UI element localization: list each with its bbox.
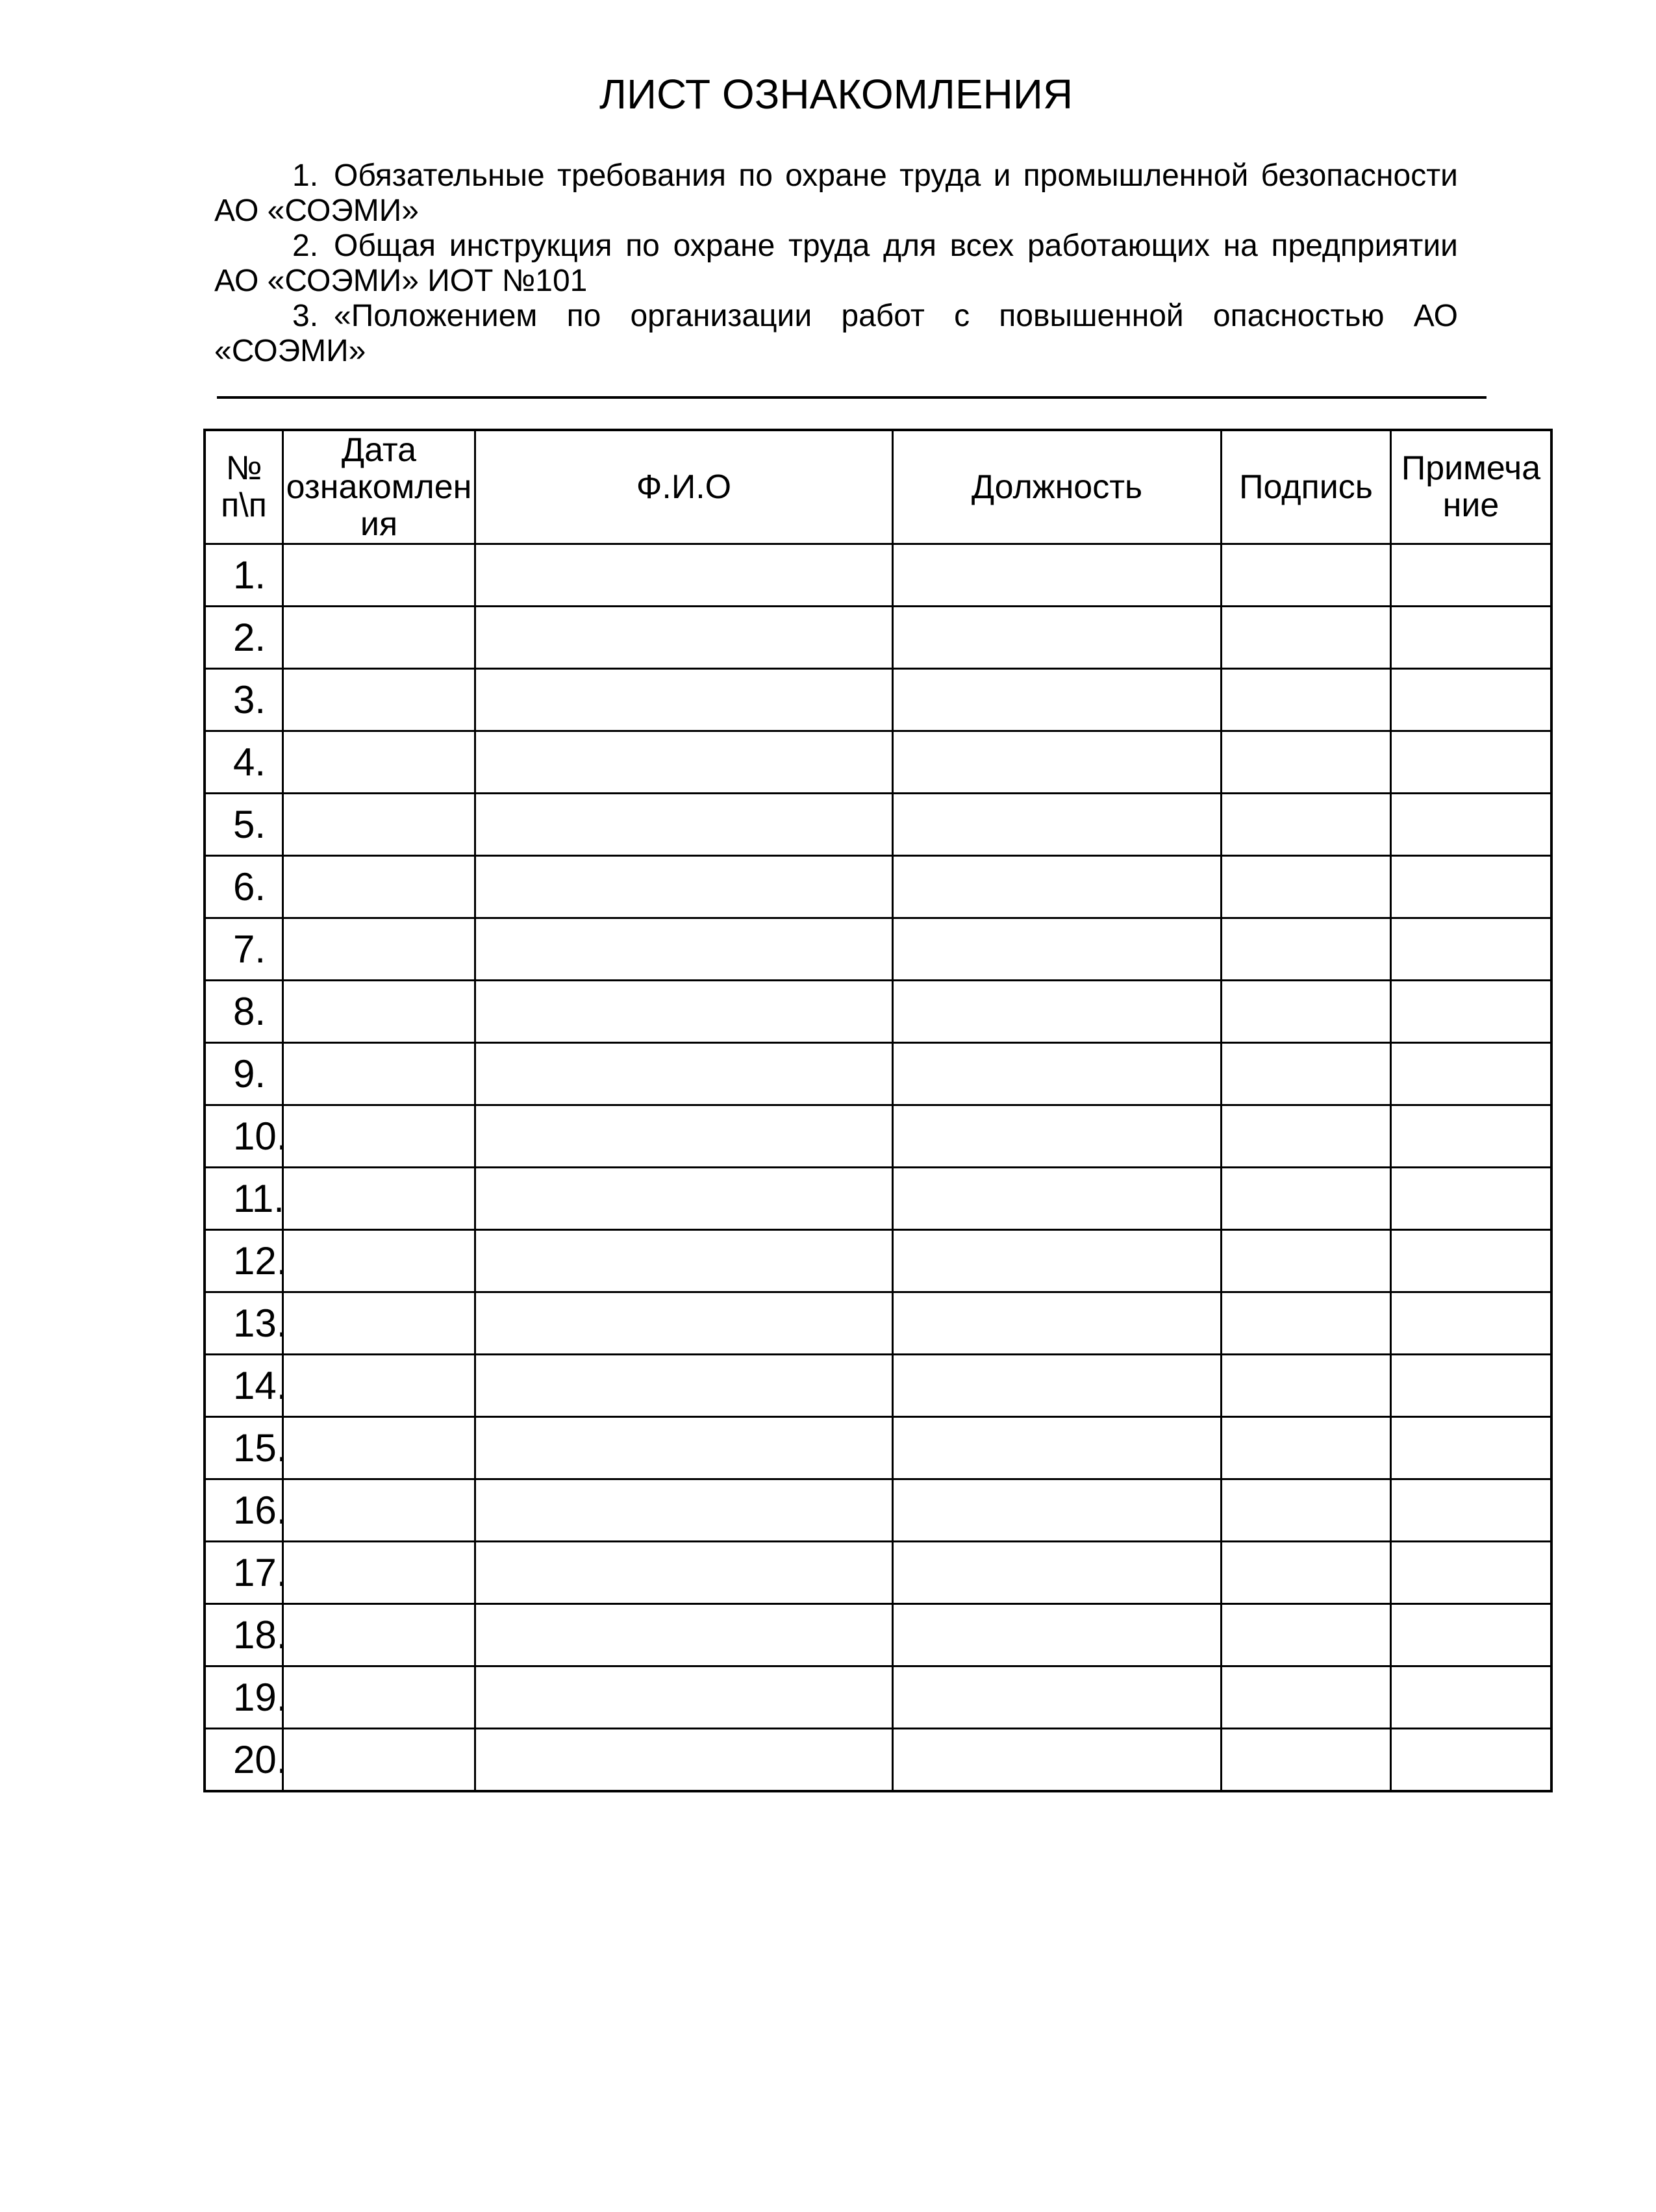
cell-fio	[476, 670, 894, 732]
cell-fio	[476, 1106, 894, 1168]
table-row	[206, 981, 1550, 1044]
cell-note	[1392, 1168, 1550, 1231]
col-header-fio: Ф.И.О	[476, 431, 894, 545]
cell-date	[284, 1418, 476, 1480]
cell-note	[1392, 1542, 1550, 1605]
cell-fio	[476, 919, 894, 981]
cell-date	[284, 1044, 476, 1106]
table-row	[206, 1106, 1550, 1168]
cell-note	[1392, 732, 1550, 794]
cell-position	[894, 1480, 1222, 1542]
cell-fio	[476, 794, 894, 857]
cell-fio	[476, 1542, 894, 1605]
cell-note	[1392, 607, 1550, 670]
cell-signature	[1222, 1106, 1392, 1168]
intro-item	[214, 299, 1458, 369]
cell-signature	[1222, 1355, 1392, 1418]
intro-list	[214, 158, 1458, 369]
cell-note	[1392, 545, 1550, 607]
horizontal-rule	[217, 396, 1487, 399]
cell-fio	[476, 1231, 894, 1293]
cell-num: 2.	[206, 607, 284, 670]
cell-signature	[1222, 1667, 1392, 1729]
cell-position	[894, 1044, 1222, 1106]
cell-fio	[476, 1355, 894, 1418]
intro-item-text: «Положением по организации работ с повышенной опасностью АО	[334, 299, 1458, 333]
table-row	[206, 794, 1550, 857]
cell-fio	[476, 1480, 894, 1542]
intro-item-line	[214, 229, 1458, 264]
col-header-signature: Подпись	[1222, 431, 1392, 545]
table-row	[206, 607, 1550, 670]
cell-date	[284, 1293, 476, 1355]
table-row	[206, 732, 1550, 794]
cell-note	[1392, 1667, 1550, 1729]
cell-date	[284, 1605, 476, 1667]
cell-position	[894, 919, 1222, 981]
cell-position	[894, 1729, 1222, 1790]
intro-item-number: 3.	[292, 299, 319, 333]
cell-signature	[1222, 1418, 1392, 1480]
cell-num: 20.	[206, 1729, 284, 1790]
intro-item-text: Общая инструкция по охране труда для всех работающих на предприятии	[334, 229, 1458, 263]
intro-item-line: АО «СОЭМИ»	[214, 194, 419, 228]
col-header-position: Должность	[894, 431, 1222, 545]
cell-fio	[476, 732, 894, 794]
col-header-date: Дата ознакомлен ия	[284, 431, 476, 545]
table-row	[206, 670, 1550, 732]
cell-num: 1.	[206, 545, 284, 607]
cell-num: 17.	[206, 1542, 284, 1605]
cell-position	[894, 732, 1222, 794]
cell-signature	[1222, 670, 1392, 732]
cell-note	[1392, 670, 1550, 732]
cell-fio	[476, 1667, 894, 1729]
cell-date	[284, 732, 476, 794]
table-body	[206, 545, 1550, 1790]
page-title: ЛИСТ ОЗНАКОМЛЕНИЯ	[599, 71, 1073, 118]
cell-date	[284, 919, 476, 981]
table-row	[206, 1542, 1550, 1605]
table-row	[206, 1480, 1550, 1542]
col-header-note: Примеча ние	[1392, 431, 1550, 545]
table-row	[206, 1044, 1550, 1106]
cell-position	[894, 1542, 1222, 1605]
cell-date	[284, 1231, 476, 1293]
cell-date	[284, 1355, 476, 1418]
cell-num: 9.	[206, 1044, 284, 1106]
cell-position	[894, 1355, 1222, 1418]
cell-signature	[1222, 981, 1392, 1044]
cell-fio	[476, 1729, 894, 1790]
cell-num: 6.	[206, 857, 284, 919]
cell-signature	[1222, 919, 1392, 981]
cell-date	[284, 981, 476, 1044]
cell-position	[894, 607, 1222, 670]
table-row	[206, 1605, 1550, 1667]
cell-position	[894, 545, 1222, 607]
cell-date	[284, 1106, 476, 1168]
cell-date	[284, 670, 476, 732]
cell-note	[1392, 857, 1550, 919]
cell-note	[1392, 1044, 1550, 1106]
cell-signature	[1222, 857, 1392, 919]
table-header	[206, 431, 1550, 545]
cell-note	[1392, 1355, 1550, 1418]
cell-signature	[1222, 794, 1392, 857]
cell-signature	[1222, 607, 1392, 670]
cell-num: 11.	[206, 1168, 284, 1231]
cell-num: 7.	[206, 919, 284, 981]
cell-note	[1392, 1480, 1550, 1542]
cell-signature	[1222, 1605, 1392, 1667]
cell-fio	[476, 857, 894, 919]
table-row	[206, 857, 1550, 919]
cell-fio	[476, 981, 894, 1044]
intro-item-line: АО «СОЭМИ» ИОТ №101	[214, 264, 588, 298]
cell-date	[284, 857, 476, 919]
cell-signature	[1222, 732, 1392, 794]
cell-position	[894, 794, 1222, 857]
intro-item-line	[214, 299, 1458, 334]
cell-position	[894, 1667, 1222, 1729]
intro-item-text: Обязательные требования по охране труда и промышленной безопасности	[334, 158, 1458, 193]
cell-num: 5.	[206, 794, 284, 857]
cell-num: 14.	[206, 1355, 284, 1418]
cell-date	[284, 1542, 476, 1605]
cell-position	[894, 1168, 1222, 1231]
intro-item	[214, 158, 1458, 229]
cell-note	[1392, 1729, 1550, 1790]
cell-signature	[1222, 1168, 1392, 1231]
cell-date	[284, 794, 476, 857]
cell-num: 12.	[206, 1231, 284, 1293]
cell-num: 13.	[206, 1293, 284, 1355]
cell-date	[284, 1168, 476, 1231]
cell-note	[1392, 1293, 1550, 1355]
cell-signature	[1222, 1293, 1392, 1355]
cell-note	[1392, 1231, 1550, 1293]
cell-signature	[1222, 545, 1392, 607]
cell-num: 18.	[206, 1605, 284, 1667]
cell-note	[1392, 794, 1550, 857]
cell-note	[1392, 1605, 1550, 1667]
cell-note	[1392, 981, 1550, 1044]
col-header-num: № п\п	[206, 431, 284, 545]
table-row	[206, 1667, 1550, 1729]
table-row	[206, 1355, 1550, 1418]
familiarization-table	[203, 429, 1553, 1792]
cell-signature	[1222, 1480, 1392, 1542]
intro-item-line: «СОЭМИ»	[214, 334, 366, 368]
intro-item-number: 2.	[292, 229, 319, 263]
table-row	[206, 1168, 1550, 1231]
cell-date	[284, 1729, 476, 1790]
cell-fio	[476, 545, 894, 607]
cell-signature	[1222, 1044, 1392, 1106]
cell-position	[894, 1106, 1222, 1168]
cell-fio	[476, 1168, 894, 1231]
cell-num: 15.	[206, 1418, 284, 1480]
cell-note	[1392, 919, 1550, 981]
cell-signature	[1222, 1542, 1392, 1605]
cell-num: 4.	[206, 732, 284, 794]
cell-fio	[476, 1418, 894, 1480]
cell-fio	[476, 1605, 894, 1667]
cell-date	[284, 1480, 476, 1542]
table-row	[206, 1293, 1550, 1355]
cell-num: 16.	[206, 1480, 284, 1542]
cell-signature	[1222, 1729, 1392, 1790]
table-row	[206, 919, 1550, 981]
table-row	[206, 545, 1550, 607]
intro-item	[214, 229, 1458, 299]
cell-position	[894, 670, 1222, 732]
cell-fio	[476, 607, 894, 670]
cell-position	[894, 1231, 1222, 1293]
cell-position	[894, 981, 1222, 1044]
cell-num: 19.	[206, 1667, 284, 1729]
document-page	[0, 69, 1656, 2212]
cell-fio	[476, 1044, 894, 1106]
cell-num: 8.	[206, 981, 284, 1044]
cell-num: 3.	[206, 670, 284, 732]
cell-note	[1392, 1418, 1550, 1480]
table-row	[206, 1418, 1550, 1480]
cell-date	[284, 545, 476, 607]
cell-position	[894, 1293, 1222, 1355]
table-row	[206, 1231, 1550, 1293]
cell-fio	[476, 1293, 894, 1355]
cell-date	[284, 607, 476, 670]
cell-position	[894, 1605, 1222, 1667]
cell-date	[284, 1667, 476, 1729]
table-header-row	[206, 431, 1550, 545]
cell-position	[894, 857, 1222, 919]
table-row	[206, 1729, 1550, 1790]
cell-note	[1392, 1106, 1550, 1168]
cell-num: 10.	[206, 1106, 284, 1168]
intro-item-number: 1.	[292, 158, 319, 193]
intro-item-line	[214, 158, 1458, 194]
cell-position	[894, 1418, 1222, 1480]
cell-signature	[1222, 1231, 1392, 1293]
